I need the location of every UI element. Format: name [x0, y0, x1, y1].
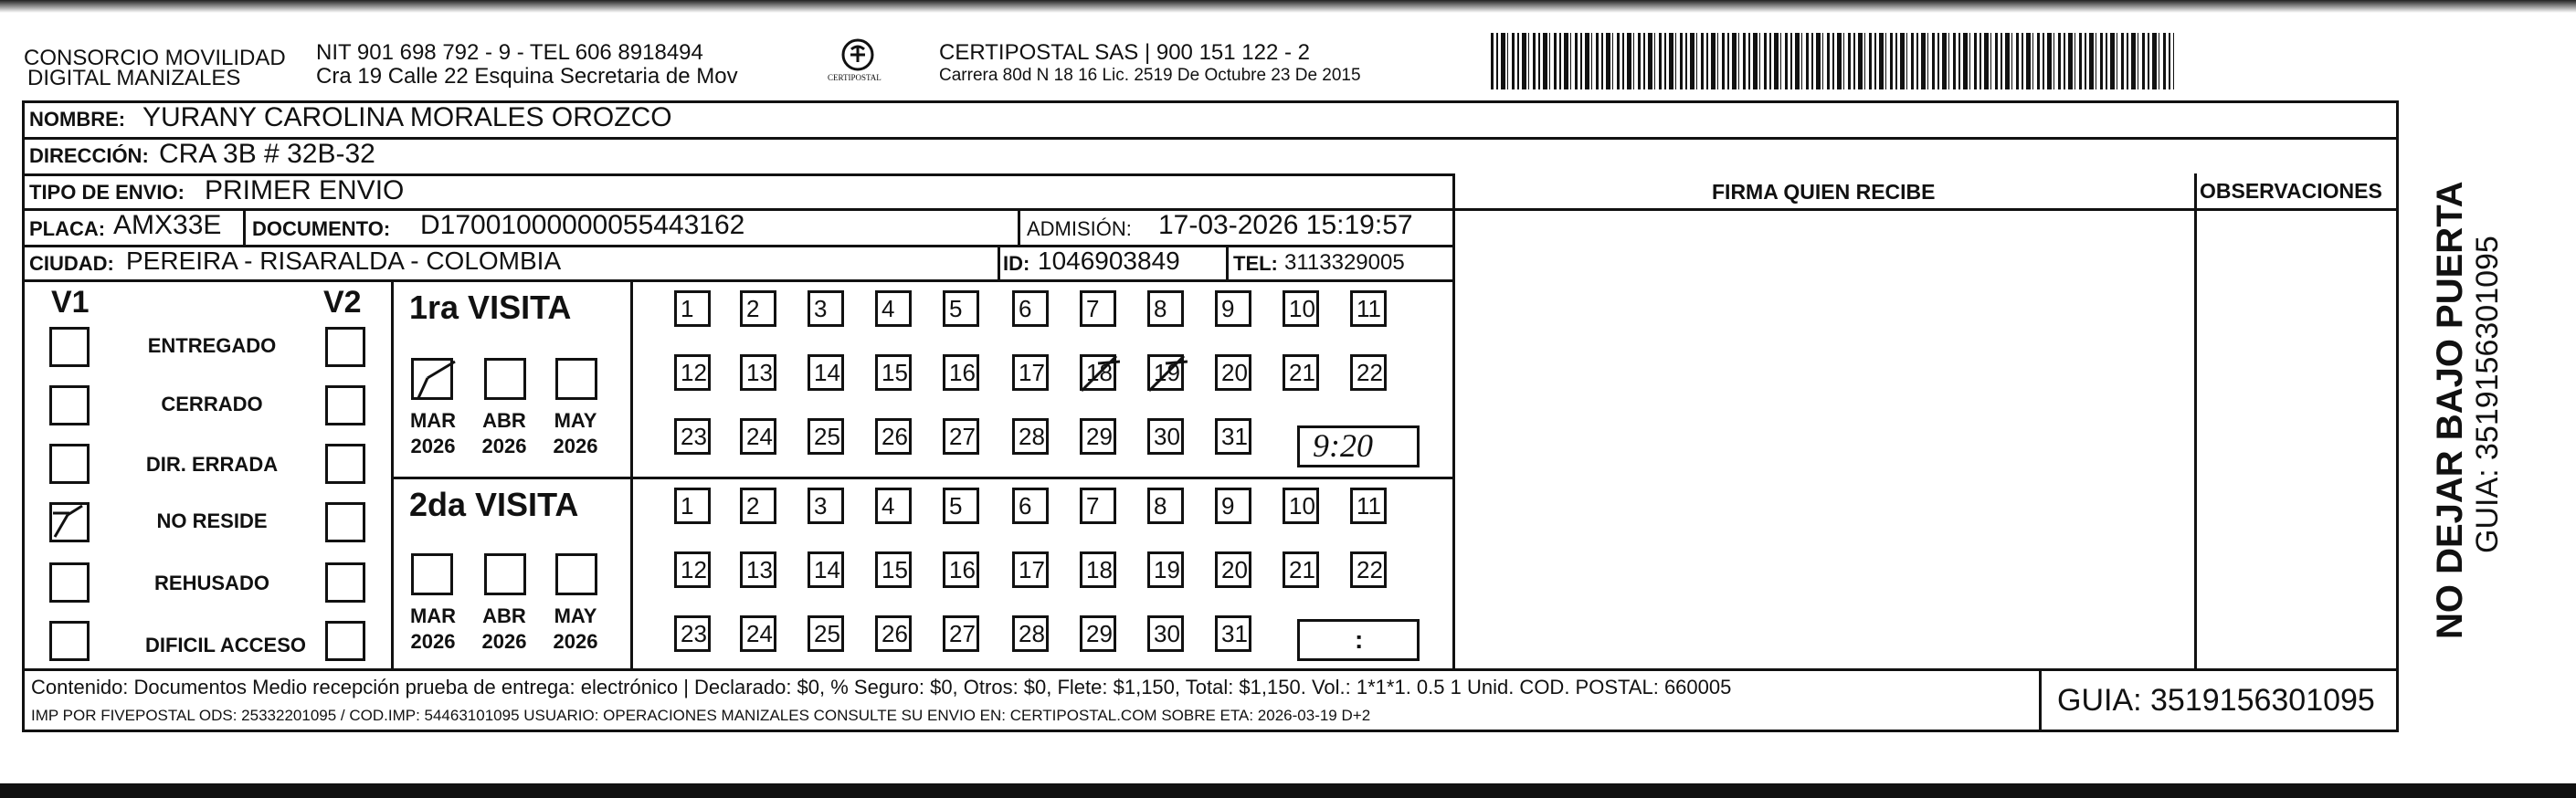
footer-guia: GUIA: 3519156301095	[2057, 683, 2375, 718]
first-visit-day-16[interactable]: 16	[943, 354, 979, 391]
nombre-value: YURANY CAROLINA MORALES OROZCO	[143, 102, 672, 132]
second-visit-day-5[interactable]: 5	[943, 488, 979, 524]
rule-1	[22, 137, 2399, 140]
first-visit-abr-checkbox[interactable]	[484, 358, 526, 400]
direccion-value: CRA 3B # 32B-32	[159, 139, 375, 169]
first-year-mar: 2026	[410, 435, 456, 457]
second-visit-day-11[interactable]: 11	[1350, 488, 1387, 524]
first-visit-day-27[interactable]: 27	[943, 418, 979, 455]
tipo-envio-label: TIPO DE ENVIO:	[29, 181, 185, 204]
v2-cerrado-checkbox[interactable]	[325, 385, 365, 425]
ciudad-label: CIUDAD:	[29, 252, 114, 275]
second-visit-day-9[interactable]: 9	[1215, 488, 1251, 524]
second-visit-day-12[interactable]: 12	[674, 551, 711, 588]
first-visit-day-9[interactable]: 9	[1215, 290, 1251, 327]
second-visit-time-box[interactable]	[1297, 619, 1420, 661]
id-value: 1046903849	[1038, 247, 1180, 275]
vrule-firma-left	[1452, 173, 1455, 668]
second-month-abr: ABR	[482, 604, 526, 627]
first-visit-day-6[interactable]: 6	[1012, 290, 1049, 327]
status-cerrado: CERRADO	[161, 393, 263, 415]
documento-value: D17001000000055443162	[420, 210, 745, 240]
first-visit-day-23[interactable]: 23	[674, 418, 711, 455]
first-month-may: MAY	[554, 409, 597, 432]
status-entregado: ENTREGADO	[147, 334, 277, 357]
second-visit-title: 2da VISITA	[409, 486, 579, 523]
first-visit-day-3[interactable]: 3	[808, 290, 844, 327]
first-visit-day-17[interactable]: 17	[1012, 354, 1049, 391]
vrule-tel	[1226, 245, 1229, 279]
first-month-mar: MAR	[409, 409, 457, 432]
vrule-months	[630, 279, 633, 668]
strike-mark-icon	[1080, 354, 1120, 394]
v2-entregado-checkbox[interactable]	[325, 327, 365, 367]
tipo-envio-value: PRIMER ENVIO	[205, 175, 405, 205]
ciudad-value: PEREIRA - RISARALDA - COLOMBIA	[126, 247, 562, 275]
second-visit-time-separator: :	[1355, 625, 1364, 654]
barcode	[1491, 33, 2174, 89]
first-visit-day-29[interactable]: 29	[1080, 418, 1116, 455]
v2-dir-errada-checkbox[interactable]	[325, 444, 365, 484]
v1-rehusado-checkbox[interactable]	[49, 562, 90, 603]
second-visit-day-22[interactable]: 22	[1350, 551, 1387, 588]
tel-label: TEL:	[1233, 252, 1278, 275]
second-visit-day-17[interactable]: 17	[1012, 551, 1049, 588]
company-name-line2: DIGITAL MANIZALES	[27, 66, 241, 90]
second-visit-day-28[interactable]: 28	[1012, 615, 1049, 652]
first-visit-day-22[interactable]: 22	[1350, 354, 1387, 391]
v1-cerrado-checkbox[interactable]	[49, 385, 90, 425]
second-visit-day-27[interactable]: 27	[943, 615, 979, 652]
second-month-may: MAY	[554, 604, 597, 627]
first-visit-may-checkbox[interactable]	[555, 358, 597, 400]
strike-mark-icon	[1147, 354, 1188, 394]
second-visit-day-8[interactable]: 8	[1147, 488, 1184, 524]
second-visit-day-25[interactable]: 25	[808, 615, 844, 652]
second-visit-day-3[interactable]: 3	[808, 488, 844, 524]
company-address: Cra 19 Calle 22 Esquina Secretaria de Mov	[316, 64, 738, 89]
second-visit-day-10[interactable]: 10	[1283, 488, 1319, 524]
vrule-admision	[1018, 208, 1020, 245]
status-rehusado: REHUSADO	[154, 572, 269, 594]
first-visit-day-15[interactable]: 15	[875, 354, 912, 391]
first-year-abr: 2026	[481, 435, 527, 457]
first-visit-day-31[interactable]: 31	[1215, 418, 1251, 455]
rule-5	[22, 279, 1452, 282]
v1-dificil-acceso-checkbox[interactable]	[49, 621, 90, 661]
second-visit-day-31[interactable]: 31	[1215, 615, 1251, 652]
status-dir-errada: DIR. ERRADA	[145, 453, 279, 476]
first-visit-day-11[interactable]: 11	[1350, 290, 1387, 327]
v2-no-reside-checkbox[interactable]	[325, 502, 365, 542]
placa-value: AMX33E	[113, 210, 222, 240]
first-visit-day-1[interactable]: 1	[674, 290, 711, 327]
vrule-id	[998, 245, 1000, 279]
first-visit-day-26[interactable]: 26	[875, 418, 912, 455]
side-guia: GUIA: 3519156301095	[2470, 236, 2505, 553]
second-visit-may-checkbox[interactable]	[555, 553, 597, 595]
id-label: ID:	[1003, 252, 1030, 275]
status-no-reside: NO RESIDE	[156, 509, 268, 532]
second-visit-day-20[interactable]: 20	[1215, 551, 1251, 588]
first-month-abr: ABR	[482, 409, 526, 432]
second-year-mar: 2026	[410, 630, 456, 653]
status-dificil-acceso: DIFICIL ACCESO	[144, 634, 306, 656]
first-visit-day-2[interactable]: 2	[740, 290, 776, 327]
first-visit-day-13[interactable]: 13	[740, 354, 776, 391]
direccion-label: DIRECCIÓN:	[29, 144, 149, 167]
second-visit-day-29[interactable]: 29	[1080, 615, 1116, 652]
documento-label: DOCUMENTO:	[252, 217, 391, 240]
first-visit-day-4[interactable]: 4	[875, 290, 912, 327]
second-visit-day-4[interactable]: 4	[875, 488, 912, 524]
second-visit-day-14[interactable]: 14	[808, 551, 844, 588]
check-mark-icon	[49, 502, 90, 542]
first-visit-day-28[interactable]: 28	[1012, 418, 1049, 455]
v2-dificil-acceso-checkbox[interactable]	[325, 621, 365, 661]
first-visit-day-20[interactable]: 20	[1215, 354, 1251, 391]
second-visit-day-30[interactable]: 30	[1147, 615, 1184, 652]
second-visit-day-23[interactable]: 23	[674, 615, 711, 652]
first-visit-day-25[interactable]: 25	[808, 418, 844, 455]
second-visit-day-1[interactable]: 1	[674, 488, 711, 524]
first-visit-day-24[interactable]: 24	[740, 418, 776, 455]
second-visit-day-19[interactable]: 19	[1147, 551, 1184, 588]
firma-header: FIRMA QUIEN RECIBE	[1712, 180, 1936, 204]
vrule-status	[391, 279, 394, 668]
v1-header: V1	[51, 285, 90, 320]
rule-footer	[22, 668, 2399, 671]
first-visit-title: 1ra VISITA	[409, 289, 572, 326]
first-year-may: 2026	[553, 435, 598, 457]
first-visit-day-7[interactable]: 7	[1080, 290, 1116, 327]
v2-header: V2	[323, 285, 362, 320]
first-visit-day-21[interactable]: 21	[1283, 354, 1319, 391]
rule-6	[391, 477, 1452, 479]
second-visit-day-13[interactable]: 13	[740, 551, 776, 588]
second-visit-day-15[interactable]: 15	[875, 551, 912, 588]
logo-caption: CERTIPOSTAL	[828, 73, 882, 82]
courier-name: CERTIPOSTAL SAS | 900 151 122 - 2	[939, 40, 1310, 65]
first-visit-day-30[interactable]: 30	[1147, 418, 1184, 455]
vrule-obs-left	[2194, 173, 2197, 668]
second-visit-day-2[interactable]: 2	[740, 488, 776, 524]
second-month-mar: MAR	[409, 604, 457, 627]
first-visit-day-14[interactable]: 14	[808, 354, 844, 391]
footer-print-info: IMP POR FIVEPOSTAL ODS: 25332201095 / COD.IMP: 54463101095 USUARIO: OPERACIONES MANIZALES CONSULTE SU ENVIO EN: CERTIPOSTAL.COM SOBRE ETA: 2026-03-19 D+2	[31, 707, 1371, 724]
second-visit-day-26[interactable]: 26	[875, 615, 912, 652]
first-visit-day-10[interactable]: 10	[1283, 290, 1319, 327]
check-mark-icon	[411, 358, 457, 404]
second-visit-day-6[interactable]: 6	[1012, 488, 1049, 524]
first-visit-day-8[interactable]: 8	[1147, 290, 1184, 327]
first-visit-day-12[interactable]: 12	[674, 354, 711, 391]
scan-top-edge	[0, 0, 2576, 13]
second-visit-day-7[interactable]: 7	[1080, 488, 1116, 524]
company-name-line1: CONSORCIO MOVILIDAD	[24, 46, 286, 70]
second-visit-abr-checkbox[interactable]	[484, 553, 526, 595]
vrule-placa	[243, 208, 246, 245]
first-visit-day-18[interactable]: 18	[1080, 354, 1116, 391]
second-visit-day-16[interactable]: 16	[943, 551, 979, 588]
courier-license: Carrera 80d N 18 16 Lic. 2519 De Octubre 23 De 2015	[939, 66, 1361, 85]
second-visit-day-21[interactable]: 21	[1283, 551, 1319, 588]
second-visit-mar-checkbox[interactable]	[411, 553, 453, 595]
footer-contents: Contenido: Documentos Medio recepción prueba de entrega: electrónico | Declarado: $0, % Seguro: $0, Otros: $0, Flete: $1,150, Total: $1,150. Vol.: 1*1*1. 0.5 1 Unid. COD. POSTAL: 660005	[31, 676, 1732, 698]
first-visit-mar-checkbox[interactable]	[411, 358, 453, 400]
v1-dir-errada-checkbox[interactable]	[49, 444, 90, 484]
admision-value: 17-03-2026 15:19:57	[1158, 210, 1413, 240]
first-visit-day-5[interactable]: 5	[943, 290, 979, 327]
v1-no-reside-checkbox[interactable]	[49, 502, 90, 542]
first-visit-day-19[interactable]: 19	[1147, 354, 1184, 391]
first-visit-time-box[interactable]	[1297, 425, 1420, 467]
admision-label: ADMISIÓN:	[1027, 217, 1132, 240]
certipostal-logo	[826, 37, 890, 89]
tel-value: 3113329005	[1284, 250, 1405, 275]
side-warning: NO DEJAR BAJO PUERTA	[2430, 181, 2470, 639]
v1-entregado-checkbox[interactable]	[49, 327, 90, 367]
second-visit-day-18[interactable]: 18	[1080, 551, 1116, 588]
second-visit-day-24[interactable]: 24	[740, 615, 776, 652]
v2-rehusado-checkbox[interactable]	[325, 562, 365, 603]
first-visit-time: 9:20	[1313, 427, 1373, 464]
second-year-may: 2026	[553, 630, 598, 653]
observaciones-header: OBSERVACIONES	[2200, 179, 2382, 203]
vrule-guia-footer	[2039, 668, 2042, 732]
placa-label: PLACA:	[29, 217, 106, 240]
nombre-label: NOMBRE:	[29, 108, 126, 131]
company-nit: NIT 901 698 792 - 9 - TEL 606 8918494	[316, 40, 703, 65]
second-year-abr: 2026	[481, 630, 527, 653]
scan-bottom-edge	[0, 783, 2576, 798]
